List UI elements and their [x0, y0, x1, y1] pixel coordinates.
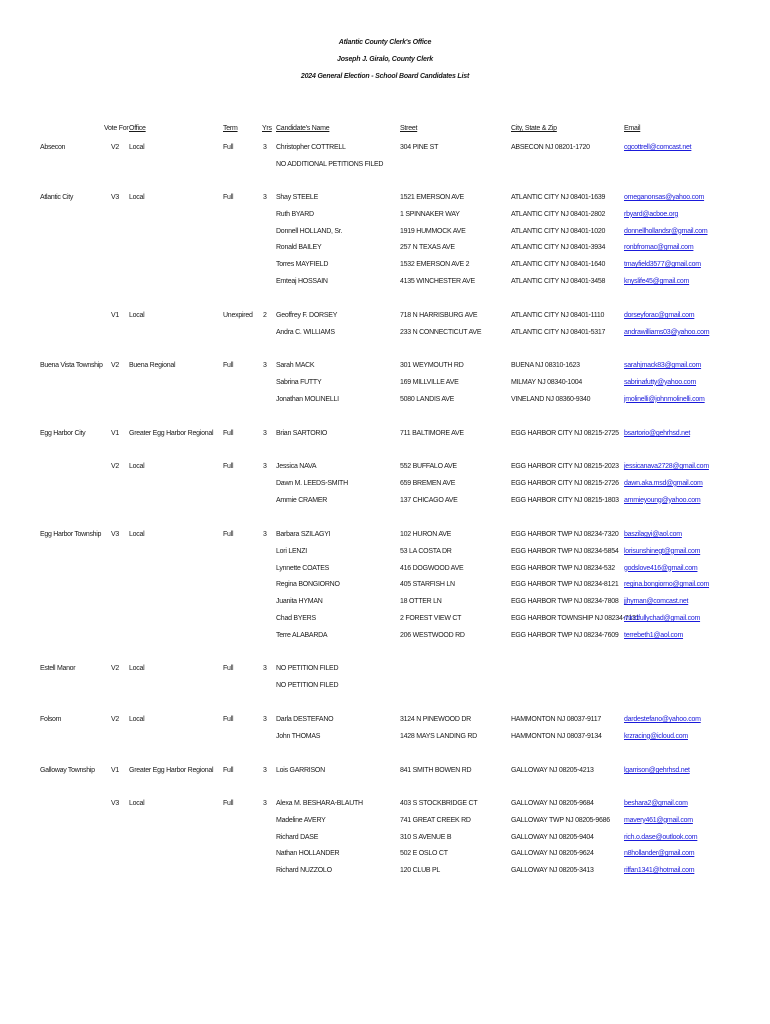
- candidate-name: Lynnette COATES: [276, 564, 330, 572]
- term-value: Full: [223, 430, 234, 437]
- candidate-street: 502 E OSLO CT: [400, 850, 448, 858]
- candidate-city-state-zip: GALLOWAY NJ 08205-4213: [511, 767, 594, 774]
- candidate-name: Sabrina FUTTY: [276, 378, 322, 386]
- term-value: Full: [223, 362, 234, 369]
- term-value: Full: [223, 531, 234, 538]
- candidate-name: Lois GARRISON: [276, 767, 325, 774]
- candidate-street: 841 SMITH BOWEN RD: [400, 767, 472, 774]
- candidate-city-state-zip: EGG HARBOR TWP NJ 08234-7808: [511, 598, 619, 606]
- term-value: Full: [223, 463, 234, 470]
- candidate-city-state-zip: EGG HARBOR TWP NJ 08234-7320: [511, 531, 619, 538]
- candidate-city-state-zip: ATLANTIC CITY NJ 08401-1640: [511, 261, 606, 269]
- years-value: 3: [263, 463, 267, 470]
- candidate-email-link[interactable]: rbyard@acboe.org: [624, 210, 679, 218]
- candidate-name: Richard DASE: [276, 833, 319, 841]
- office-value: Local: [129, 800, 145, 807]
- candidate-name: Madeline AVERY: [276, 816, 326, 824]
- office-value: Local: [129, 463, 145, 470]
- candidate-city-state-zip: EGG HARBOR CITY NJ 08215-2023: [511, 463, 619, 470]
- vote-for-value: V3: [111, 194, 120, 201]
- candidate-email-link[interactable]: ronbfromac@gmail.com: [624, 244, 694, 252]
- candidate-email-link[interactable]: riffan1341@hotmail.com: [624, 867, 695, 875]
- candidate-city-state-zip: ATLANTIC CITY NJ 08401-2802: [511, 210, 606, 218]
- candidate-name: Darla DESTEFANO: [276, 716, 334, 723]
- candidate-city-state-zip: EGG HARBOR TWP NJ 08234-7609: [511, 631, 619, 639]
- candidate-city-state-zip: GALLOWAY NJ 08205-9684: [511, 800, 594, 807]
- col-header-candidate: Candidate's Name: [276, 125, 330, 132]
- vote-for-value: V2: [111, 144, 120, 151]
- candidate-city-state-zip: ATLANTIC CITY NJ 08401-1110: [511, 312, 605, 319]
- municipality-name: Galloway Township: [40, 767, 95, 774]
- candidate-street: 1521 EMERSON AVE: [400, 194, 464, 201]
- candidate-street: 257 N TEXAS AVE: [400, 244, 455, 252]
- candidate-email-link[interactable]: lgarrison@gehrhsd.net: [624, 767, 690, 774]
- candidate-name: John THOMAS: [276, 732, 321, 740]
- candidate-email-link[interactable]: mavery461@gmail.com: [624, 816, 693, 824]
- candidate-name: Brian SARTORIO: [276, 430, 328, 437]
- candidate-email-link[interactable]: terrebeth1@aol.com: [624, 631, 684, 639]
- candidate-email-link[interactable]: beshara2@gmail.com: [624, 800, 688, 807]
- candidate-street: 1532 EMERSON AVE 2: [400, 261, 470, 269]
- vote-for-value: V1: [111, 312, 120, 319]
- candidate-city-state-zip: GALLOWAY NJ 08205-3413: [511, 867, 594, 875]
- candidate-email-link[interactable]: dardestefano@yahoo.com: [624, 716, 701, 723]
- candidate-email-link[interactable]: cgcottrell@comcast.net: [624, 144, 692, 151]
- candidate-street: 18 OTTER LN: [400, 598, 442, 606]
- candidate-email-link[interactable]: bsartorio@gehrhsd.net: [624, 430, 691, 437]
- candidate-email-link[interactable]: baszilagyi@aol.com: [624, 531, 682, 538]
- candidate-email-link[interactable]: donnellhollandsr@gmail.com: [624, 227, 708, 235]
- candidate-city-state-zip: ATLANTIC CITY NJ 08401-3934: [511, 244, 606, 252]
- years-value: 2: [263, 312, 267, 319]
- candidate-street: 405 STARFISH LN: [400, 581, 455, 589]
- candidate-email-link[interactable]: tmayfield3577@gmail.com: [624, 261, 701, 269]
- candidate-name: NO PETITION FILED: [276, 681, 339, 689]
- office-value: Greater Egg Harbor Regional: [129, 430, 214, 437]
- candidate-name: Andra C. WILLIAMS: [276, 328, 335, 336]
- candidate-city-state-zip: EGG HARBOR CITY NJ 08215-1803: [511, 496, 619, 504]
- years-value: 3: [263, 430, 267, 437]
- candidate-city-state-zip: ATLANTIC CITY NJ 08401-3458: [511, 278, 606, 285]
- col-header-vote-for: Vote For: [104, 125, 129, 132]
- candidate-city-state-zip: EGG HARBOR CITY NJ 08215-2726: [511, 479, 619, 487]
- candidate-name: Alexa M. BESHARA-BLAUTH: [276, 800, 363, 807]
- years-value: 3: [263, 144, 267, 151]
- candidate-city-state-zip: BUENA NJ 08310-1623: [511, 362, 580, 369]
- candidate-street: 1 SPINNAKER WAY: [400, 210, 460, 218]
- candidate-street: 5080 LANDIS AVE: [400, 395, 455, 403]
- candidate-name: NO PETITION FILED: [276, 665, 339, 672]
- municipality-name: Egg Harbor City: [40, 430, 86, 437]
- office-value: Local: [129, 531, 145, 538]
- candidate-name: Juanita HYMAN: [276, 598, 323, 606]
- candidate-email-link[interactable]: omeganonsas@yahoo.com: [624, 194, 705, 201]
- candidate-email-link[interactable]: krzracing@icloud.com: [624, 732, 688, 740]
- candidate-street: 741 GREAT CREEK RD: [400, 816, 471, 824]
- municipality-name: Estell Manor: [40, 665, 76, 672]
- office-value: Greater Egg Harbor Regional: [129, 767, 214, 774]
- candidate-email-link[interactable]: jessicanava2728@gmail.com: [624, 463, 709, 470]
- candidate-name: Terre ALABARDA: [276, 631, 328, 639]
- col-header-yrs: Yrs: [262, 125, 272, 132]
- candidate-email-link[interactable]: dorseyforac@gmail.com: [624, 312, 695, 319]
- candidate-city-state-zip: HAMMONTON NJ 08037-9117: [511, 716, 602, 723]
- candidate-name: Emteaj HOSSAIN: [276, 278, 328, 285]
- candidate-email-link[interactable]: jmolinelli@johnmolinelli.com: [624, 395, 705, 403]
- candidate-city-state-zip: VINELAND NJ 08360-9340: [511, 395, 591, 403]
- candidate-city-state-zip: EGG HARBOR TOWNSHIP NJ 08234-7131: [511, 615, 640, 622]
- office-value: Local: [129, 194, 145, 201]
- candidate-city-state-zip: EGG HARBOR CITY NJ 08215-2725: [511, 430, 619, 437]
- term-value: Unexpired: [223, 312, 253, 319]
- candidate-name: Geoffrey F. DORSEY: [276, 312, 338, 319]
- candidate-street: 1919 HUMMOCK AVE: [400, 227, 466, 235]
- candidate-name: Chad BYERS: [276, 615, 316, 622]
- candidate-email-link[interactable]: jjhyman@comcast.net: [624, 598, 689, 606]
- municipality-name: Folsom: [40, 716, 62, 723]
- candidate-name: Nathan HOLLANDER: [276, 850, 340, 858]
- candidate-name: Sarah MACK: [276, 362, 315, 369]
- candidate-street: 4135 WINCHESTER AVE: [400, 278, 475, 285]
- years-value: 3: [263, 362, 267, 369]
- candidate-street: 304 PINE ST: [400, 144, 439, 151]
- term-value: Full: [223, 716, 234, 723]
- vote-for-value: V3: [111, 531, 120, 538]
- candidate-street: 659 BREMEN AVE: [400, 479, 456, 487]
- municipality-name: Atlantic City: [40, 194, 74, 201]
- candidate-email-link[interactable]: dawn.aka.msd@gmail.com: [624, 479, 703, 487]
- candidate-city-state-zip: GALLOWAY TWP NJ 08205-9686: [511, 816, 610, 824]
- municipality-name: Absecon: [40, 144, 66, 151]
- candidate-email-link[interactable]: lorisunshinegt@gmail.com: [624, 547, 701, 555]
- term-value: Full: [223, 194, 234, 201]
- candidate-street: 711 BALTIMORE AVE: [400, 430, 464, 437]
- candidate-city-state-zip: GALLOWAY NJ 08205-9624: [511, 850, 594, 858]
- term-value: Full: [223, 767, 234, 774]
- vote-for-value: V2: [111, 665, 120, 672]
- municipality-name: Egg Harbor Township: [40, 531, 102, 538]
- header-title: 2024 General Election - School Board Candidates List: [300, 73, 470, 80]
- candidate-email-link[interactable]: sabrinafutty@yahoo.com: [624, 378, 697, 386]
- candidate-street: 403 S STOCKBRIDGE CT: [400, 800, 478, 807]
- candidate-email-link[interactable]: ammieyoung@yahoo.com: [624, 496, 701, 504]
- candidate-street: 310 S AVENUE B: [400, 833, 452, 841]
- vote-for-value: V1: [111, 430, 120, 437]
- header-office: Atlantic County Clerk's Office: [338, 39, 432, 46]
- years-value: 3: [263, 531, 267, 538]
- candidate-street: 169 MILLVILLE AVE: [400, 378, 459, 386]
- candidate-city-state-zip: ATLANTIC CITY NJ 08401-1639: [511, 194, 606, 201]
- candidate-city-state-zip: ABSECON NJ 08201-1720: [511, 144, 590, 151]
- candidate-name: Barbara SZILAGYI: [276, 531, 331, 538]
- candidate-email-link[interactable]: mindfullychad@gmail.com: [624, 615, 701, 622]
- candidate-street: 137 CHICAGO AVE: [400, 496, 458, 504]
- candidate-street: 53 LA COSTA DR: [400, 547, 452, 555]
- candidate-city-state-zip: MILMAY NJ 08340-1004: [511, 378, 583, 386]
- candidate-email-link[interactable]: regina.bongiorno@gmail.com: [624, 581, 710, 589]
- candidate-name: Ruth BYARD: [276, 210, 314, 218]
- candidate-street: 301 WEYMOUTH RD: [400, 362, 464, 369]
- vote-for-value: V3: [111, 800, 120, 807]
- candidate-city-state-zip: EGG HARBOR TWP NJ 08234-8121: [511, 581, 619, 589]
- header-clerk: Joseph J. Giralo, County Clerk: [337, 56, 433, 63]
- office-value: Local: [129, 665, 145, 672]
- candidate-name: Regina BONGIORNO: [276, 581, 340, 589]
- candidate-name: Richard NUZZOLO: [276, 867, 332, 875]
- candidate-street: 416 DOGWOOD AVE: [400, 564, 464, 572]
- years-value: 3: [263, 767, 267, 774]
- candidate-street: 233 N CONNECTICUT AVE: [400, 328, 482, 336]
- candidate-email-link[interactable]: n8hollander@gmail.com: [624, 850, 695, 858]
- candidate-email-link[interactable]: rich.o.dase@outlook.com: [624, 833, 698, 841]
- candidate-name: Jessica NAVA: [276, 463, 317, 470]
- years-value: 3: [263, 194, 267, 201]
- candidate-street: 3124 N PINEWOOD DR: [400, 716, 471, 723]
- candidate-name: Christopher COTTRELL: [276, 144, 346, 151]
- candidate-street: 206 WESTWOOD RD: [400, 631, 465, 639]
- candidate-city-state-zip: EGG HARBOR TWP NJ 08234-532: [511, 564, 615, 572]
- candidate-street: 1428 MAYS LANDING RD: [400, 732, 477, 740]
- col-header-term: Term: [223, 125, 238, 132]
- candidate-email-link[interactable]: sarahjmack83@gmail.com: [624, 362, 702, 369]
- candidate-street: 120 CLUB PL: [400, 867, 441, 875]
- term-value: Full: [223, 665, 234, 672]
- years-value: 3: [263, 800, 267, 807]
- vote-for-value: V2: [111, 463, 120, 470]
- candidate-name: Dawn M. LEEDS-SMITH: [276, 479, 348, 487]
- candidate-name: Torres MAYFIELD: [276, 261, 329, 269]
- vote-for-value: V2: [111, 362, 120, 369]
- years-value: 3: [263, 665, 267, 672]
- candidate-city-state-zip: ATLANTIC CITY NJ 08401-5317: [511, 328, 606, 336]
- col-header-street: Street: [400, 125, 418, 132]
- candidate-name: Lori LENZI: [276, 547, 307, 555]
- office-value: Buena Regional: [129, 362, 176, 369]
- col-header-email: Email: [624, 125, 641, 132]
- candidate-street: 2 FOREST VIEW CT: [400, 615, 462, 622]
- office-value: Local: [129, 144, 145, 151]
- candidate-name: Ammie CRAMER: [276, 496, 328, 504]
- term-value: Full: [223, 800, 234, 807]
- office-value: Local: [129, 312, 145, 319]
- office-value: Local: [129, 716, 145, 723]
- municipality-name: Buena Vista Township: [40, 362, 103, 369]
- col-header-office: Office: [129, 125, 146, 132]
- vote-for-value: V2: [111, 716, 120, 723]
- candidate-email-link[interactable]: knyslife45@gmail.com: [624, 278, 690, 285]
- term-value: Full: [223, 144, 234, 151]
- candidate-city-state-zip: EGG HARBOR TWP NJ 08234-5854: [511, 547, 619, 555]
- vote-for-value: V1: [111, 767, 120, 774]
- candidate-street: 552 BUFFALO AVE: [400, 463, 457, 470]
- candidate-street: 102 HURON AVE: [400, 531, 452, 538]
- years-value: 3: [263, 716, 267, 723]
- candidate-email-link[interactable]: godslove416@gmail.com: [624, 564, 698, 572]
- candidate-city-state-zip: ATLANTIC CITY NJ 08401-1020: [511, 227, 606, 235]
- candidate-city-state-zip: GALLOWAY NJ 08205-9404: [511, 833, 594, 841]
- candidate-name: Ronald BAILEY: [276, 244, 322, 252]
- candidate-name: Donnell HOLLAND, Sr.: [276, 227, 343, 235]
- candidate-name: Shay STEELE: [276, 194, 318, 201]
- candidate-name: Jonathan MOLINELLI: [276, 395, 339, 403]
- col-header-city: City, State & Zip: [511, 125, 557, 132]
- candidate-name: NO ADDITIONAL PETITIONS FILED: [276, 160, 384, 168]
- candidate-city-state-zip: HAMMONTON NJ 08037-9134: [511, 732, 602, 740]
- candidate-email-link[interactable]: andrawilliams03@yahoo.com: [624, 328, 710, 336]
- candidate-street: 718 N HARRISBURG AVE: [400, 312, 478, 319]
